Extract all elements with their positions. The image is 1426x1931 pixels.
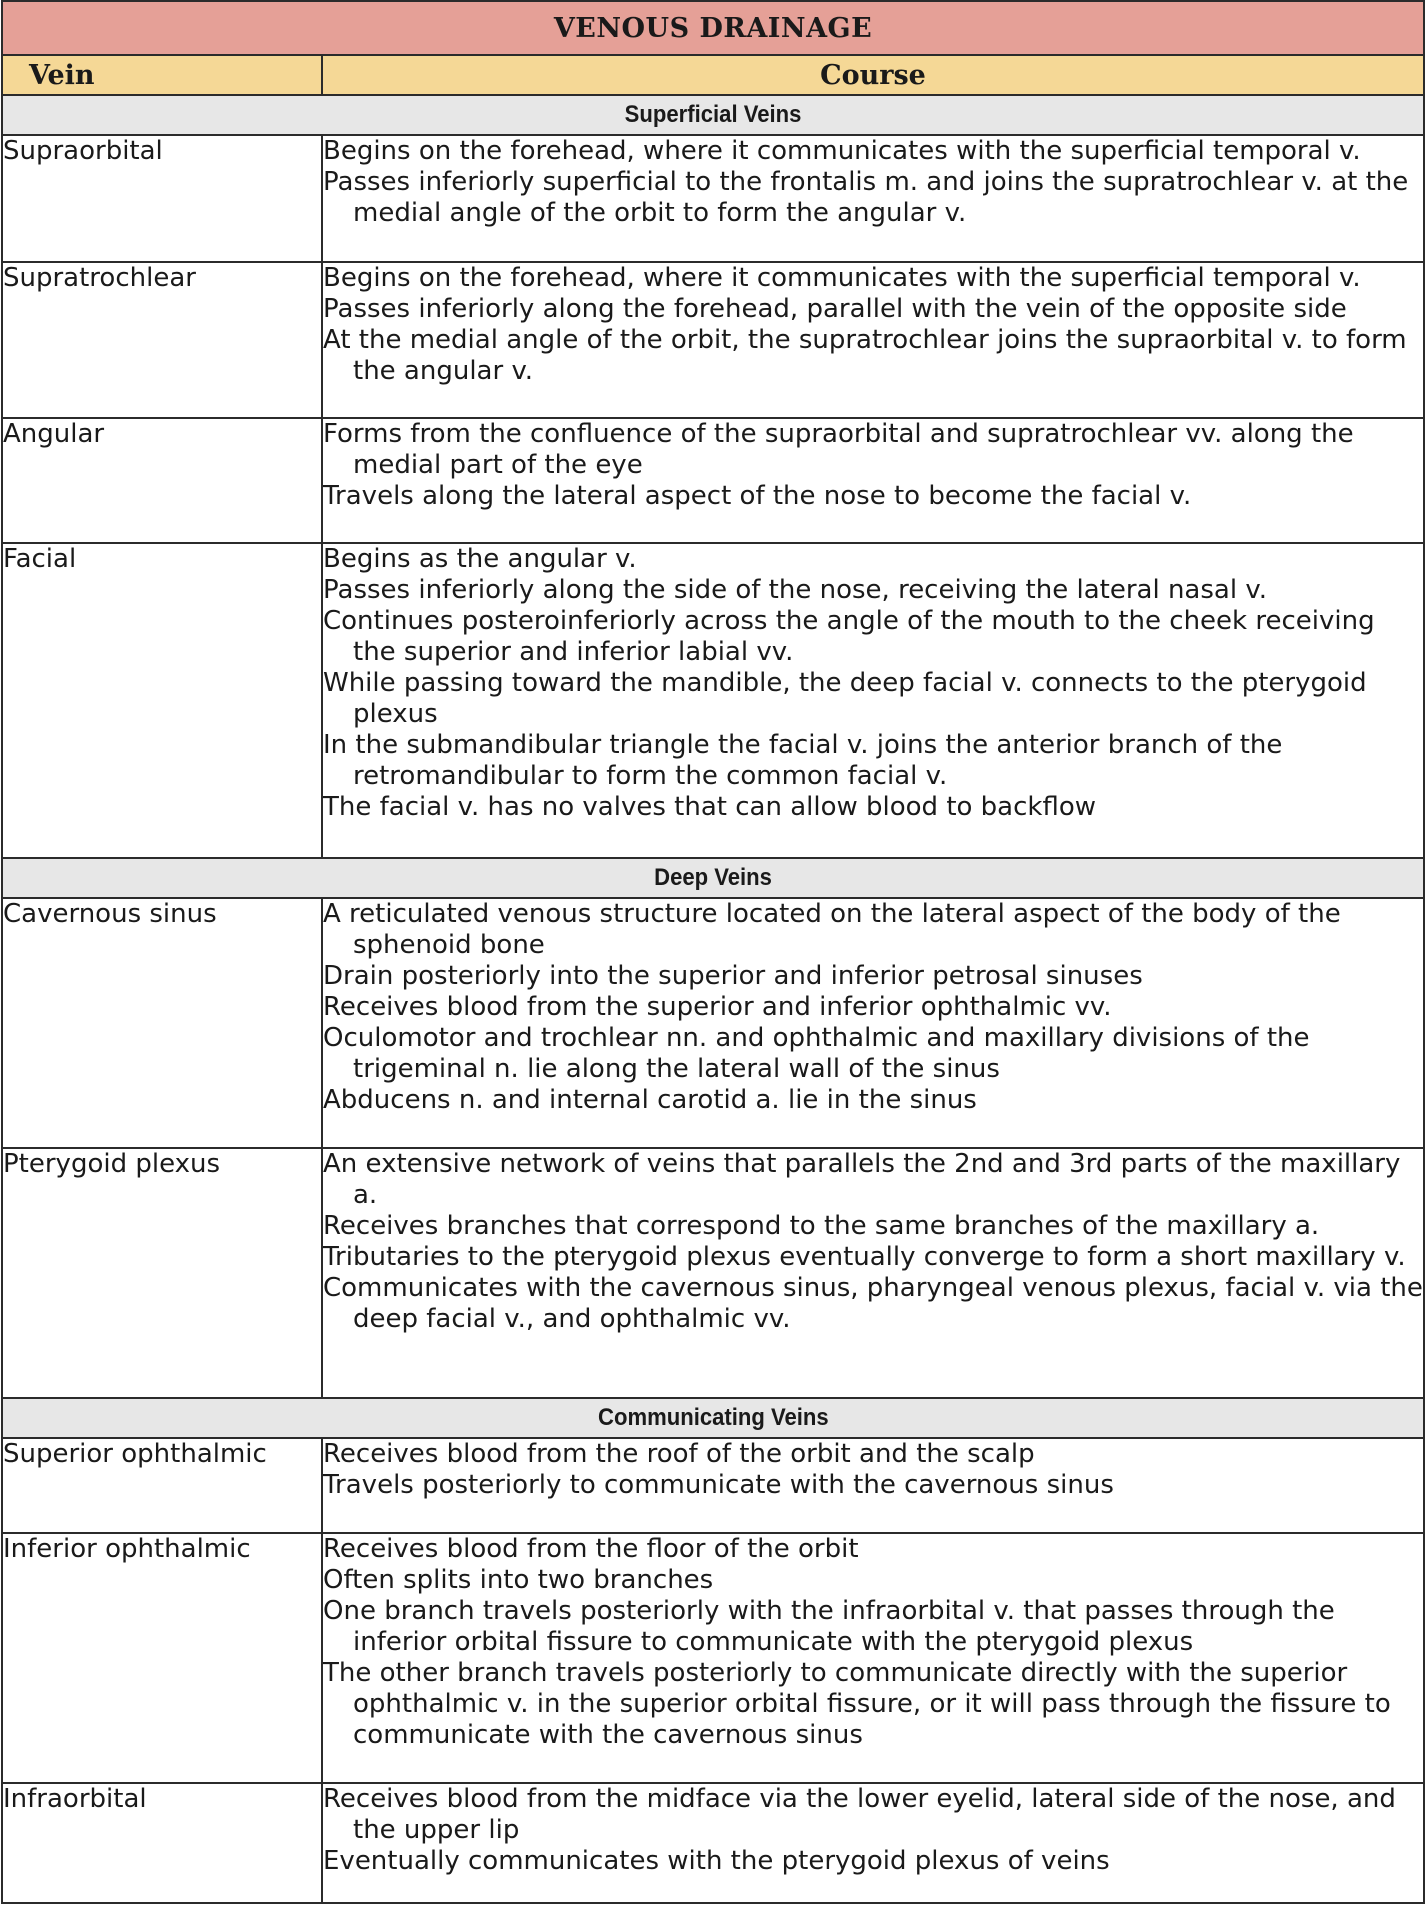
course-line: Forms from the confluence of the supraorbital and supratrochlear vv. along the medial part of the eye bbox=[323, 419, 1354, 480]
course-line: Communicates with the cavernous sinus, pharyngeal venous plexus, facial v. via the deep facial v., and ophthalmic vv. bbox=[323, 1273, 1423, 1334]
table-row bbox=[2, 262, 1424, 418]
table-row bbox=[2, 1438, 1424, 1533]
course-description bbox=[322, 1438, 1424, 1533]
course-line: Travels posteriorly to communicate with the cavernous sinus bbox=[323, 1470, 1114, 1500]
table-row bbox=[2, 135, 1424, 262]
vein-name: Angular bbox=[2, 418, 322, 543]
course-line: Passes inferiorly along the forehead, parallel with the vein of the opposite side bbox=[323, 294, 1347, 324]
course-line: Drain posteriorly into the superior and inferior petrosal sinuses bbox=[323, 961, 1143, 991]
vein-name: Supraorbital bbox=[2, 135, 322, 262]
table-row bbox=[2, 418, 1424, 543]
section-header-label: Communicating Veins bbox=[597, 1404, 829, 1431]
table-title: VENOUS DRAINAGE bbox=[2, 1, 1424, 55]
course-description bbox=[322, 1783, 1424, 1903]
section-header-label: Superficial Veins bbox=[624, 101, 802, 128]
course-line: Receives blood from the floor of the orbit bbox=[323, 1534, 859, 1564]
course-description bbox=[322, 262, 1424, 418]
course-line: Begins as the angular v. bbox=[323, 544, 637, 574]
course-line: While passing toward the mandible, the deep facial v. connects to the pterygoid plexus bbox=[323, 668, 1367, 729]
vein-name: Inferior ophthalmic bbox=[2, 1533, 322, 1783]
table-row bbox=[2, 1783, 1424, 1903]
course-description bbox=[322, 1533, 1424, 1783]
vein-name: Superior ophthalmic bbox=[2, 1438, 322, 1533]
course-description bbox=[322, 898, 1424, 1148]
course-line: Continues posteroinferiorly across the angle of the mouth to the cheek receiving the superior and inferior labial vv. bbox=[323, 606, 1375, 667]
section-header bbox=[2, 1398, 1424, 1438]
table-body bbox=[2, 95, 1424, 1903]
course-line: A reticulated venous structure located on the lateral aspect of the body of the sphenoid bone bbox=[323, 899, 1341, 960]
course-description bbox=[322, 135, 1424, 262]
course-line: Receives blood from the superior and inferior ophthalmic vv. bbox=[323, 992, 1112, 1022]
course-description bbox=[322, 1148, 1424, 1398]
vein-column-header: Vein bbox=[2, 55, 322, 95]
course-line: In the submandibular triangle the facial v. joins the anterior branch of the retromandibular to form the common facial v. bbox=[323, 730, 1283, 791]
course-line: Begins on the forehead, where it communicates with the superficial temporal v. bbox=[323, 263, 1361, 293]
course-line: Tributaries to the pterygoid plexus eventually converge to form a short maxillary v. bbox=[323, 1242, 1406, 1272]
course-line: Passes inferiorly superficial to the frontalis m. and joins the supratrochlear v. at the medial angle of the orbit to form the angular v. bbox=[323, 167, 1409, 228]
table-row bbox=[2, 1533, 1424, 1783]
section-header bbox=[2, 858, 1424, 898]
course-column-header: Course bbox=[322, 55, 1424, 95]
course-description bbox=[322, 418, 1424, 543]
course-line: At the medial angle of the orbit, the supratrochlear joins the supraorbital v. to form the angular v. bbox=[323, 325, 1407, 386]
course-line: Passes inferiorly along the side of the nose, receiving the lateral nasal v. bbox=[323, 575, 1267, 605]
vein-name: Infraorbital bbox=[2, 1783, 322, 1903]
vein-name: Pterygoid plexus bbox=[2, 1148, 322, 1398]
course-line: Travels along the lateral aspect of the nose to become the facial v. bbox=[323, 481, 1192, 511]
course-line: Abducens n. and internal carotid a. lie in the sinus bbox=[323, 1085, 977, 1115]
course-line: One branch travels posteriorly with the infraorbital v. that passes through the inferior orbital fissure to communicate with the pterygoid plexus bbox=[323, 1596, 1335, 1657]
course-line: An extensive network of veins that parallels the 2nd and 3rd parts of the maxillary a. bbox=[323, 1149, 1401, 1210]
table-row bbox=[2, 898, 1424, 1148]
course-line: Begins on the forehead, where it communicates with the superficial temporal v. bbox=[323, 136, 1361, 166]
table-row bbox=[2, 1148, 1424, 1398]
section-header bbox=[2, 95, 1424, 135]
vein-name: Cavernous sinus bbox=[2, 898, 322, 1148]
course-line: Often splits into two branches bbox=[323, 1565, 714, 1595]
vein-name: Facial bbox=[2, 543, 322, 858]
section-header-label: Deep Veins bbox=[654, 864, 772, 891]
course-line: The facial v. has no valves that can allow blood to backflow bbox=[323, 792, 1097, 822]
course-line: Eventually communicates with the pterygoid plexus of veins bbox=[323, 1846, 1110, 1876]
course-line: The other branch travels posteriorly to communicate directly with the superior ophthalmic v. in the superior orbital fissure, or it will pass through the fissure to communicate with the cavernous sinus bbox=[323, 1658, 1391, 1750]
venous-drainage-table bbox=[1, 0, 1425, 1904]
course-description bbox=[322, 543, 1424, 858]
vein-name: Supratrochlear bbox=[2, 262, 322, 418]
course-line: Receives blood from the roof of the orbit and the scalp bbox=[323, 1439, 1035, 1469]
course-line: Receives branches that correspond to the same branches of the maxillary a. bbox=[323, 1211, 1320, 1241]
course-line: Receives blood from the midface via the lower eyelid, lateral side of the nose, and the upper lip bbox=[323, 1784, 1396, 1845]
table-row bbox=[2, 543, 1424, 858]
course-line: Oculomotor and trochlear nn. and ophthalmic and maxillary divisions of the trigeminal n. lie along the lateral wall of the sinus bbox=[323, 1023, 1310, 1084]
